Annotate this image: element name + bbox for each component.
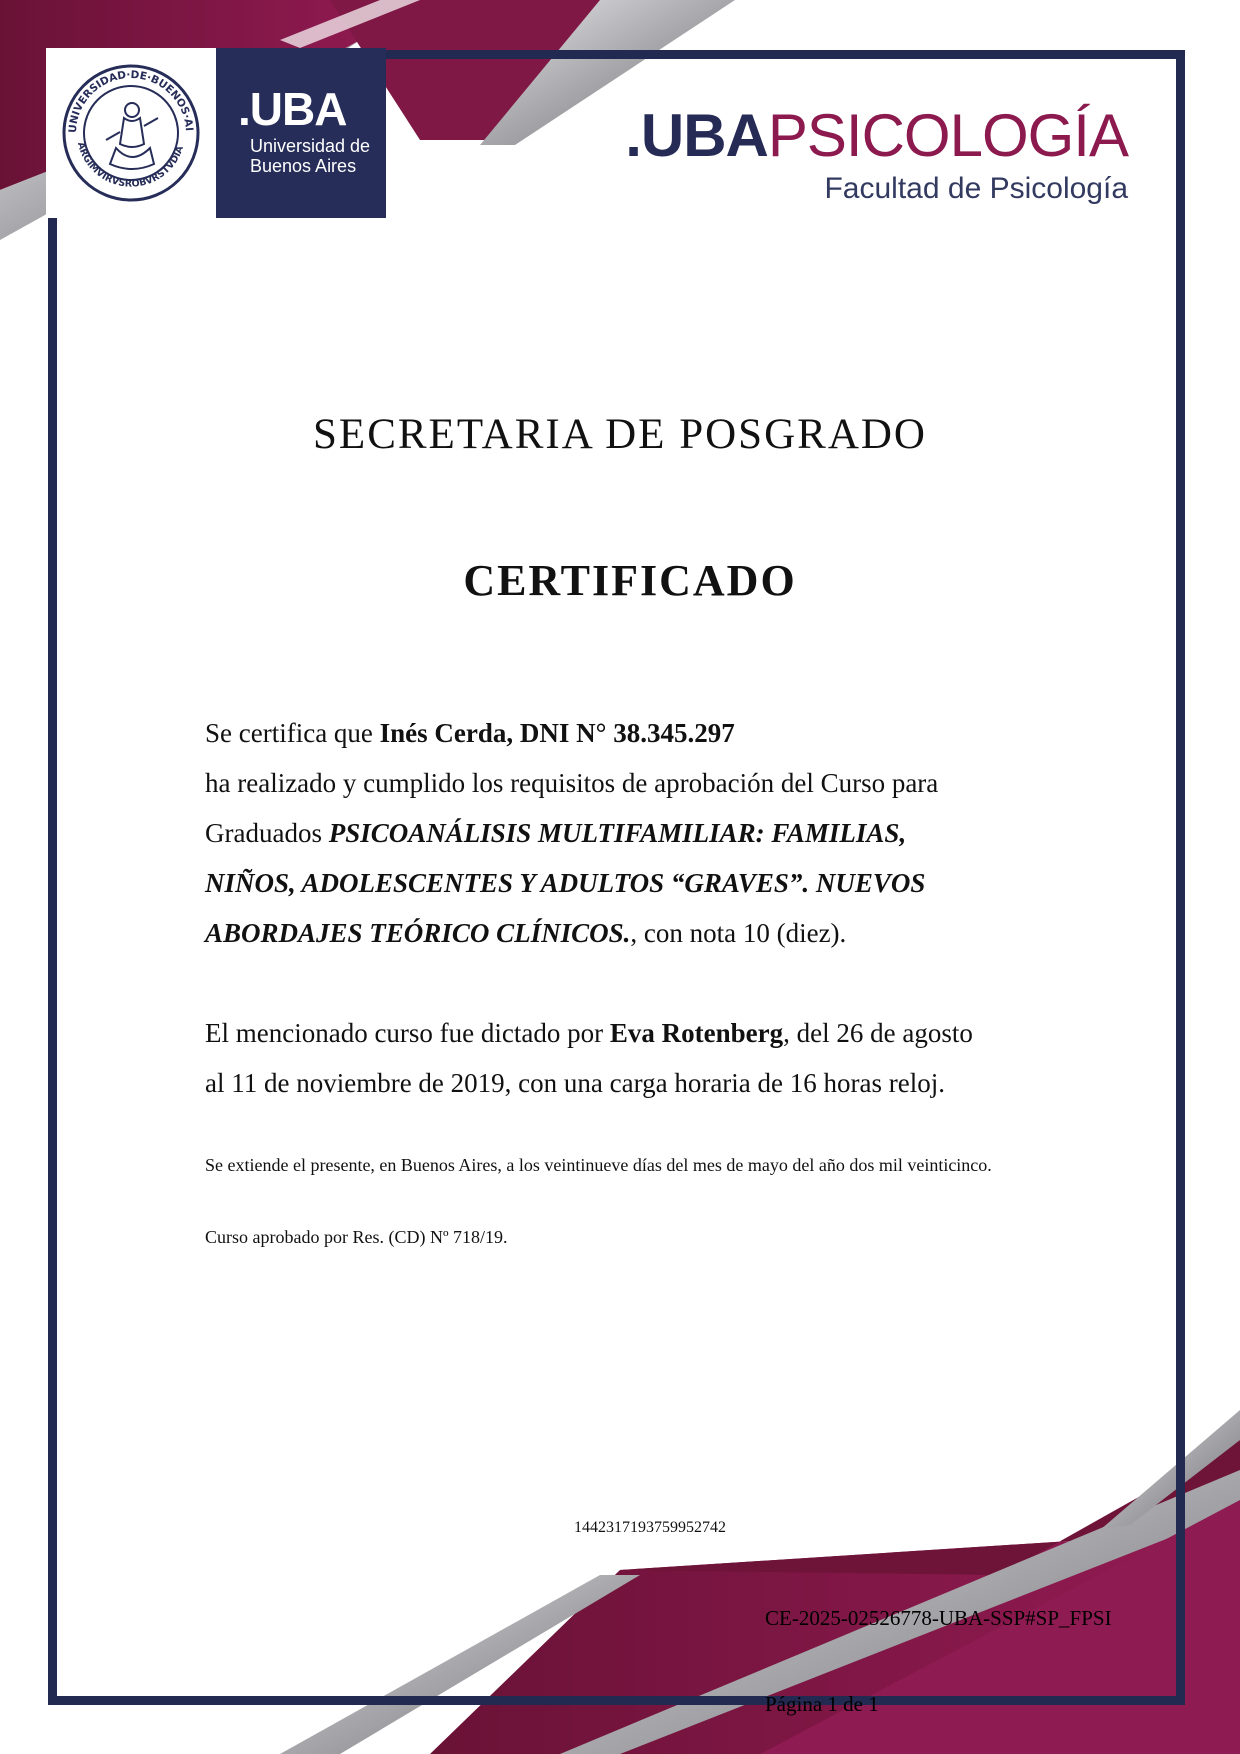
requirements-line: ha realizado y cumplido los requisitos de aprobación del Curso para (205, 768, 939, 798)
brand-uba: .UBA (625, 102, 768, 169)
dates-line-1: , del 26 de agosto (783, 1018, 973, 1048)
seal-emblem-icon (46, 48, 216, 218)
extension-note: Se extiende el presente, en Buenos Aires, a los veintinueve días del mes de mayo del año dos mil veinticinco. (205, 1155, 992, 1175)
teacher-name: Eva Rotenberg (609, 1018, 784, 1048)
certify-intro: Se certifica que (205, 718, 380, 748)
taught-by-intro: El mencionado curso fue dictado por (205, 1018, 610, 1048)
brand-faculty: Facultad de Psicología (824, 172, 1128, 205)
uba-logo-mark: .UBA (238, 83, 347, 135)
course-name-line-3: ABORDAJES TEÓRICO CLÍNICOS. (205, 918, 631, 948)
dates-line-2: al 11 de noviembre de 2019, con una carga horaria de 16 horas reloj. (205, 1068, 945, 1098)
certificate-body (205, 708, 1065, 1108)
svg-text:UNIVERSIDAD·DE·BUENOS·AIRES (46, 48, 195, 133)
office-heading: SECRETARIA DE POSGRADO (313, 411, 927, 458)
faculty-brand (625, 104, 1128, 206)
body-paragraph-2 (205, 1008, 1065, 1108)
seal-text-top: UNIVERSIDAD·DE·BUENOS·AI (66, 68, 195, 134)
university-seal (46, 48, 216, 218)
document-reference: CE-2025-02526778-UBA-SSP#SP_FPSI (765, 1606, 1112, 1630)
graduados-label: Graduados (205, 818, 329, 848)
course-name-line-2: NIÑOS, ADOLESCENTES Y ADULTOS “GRAVES”. NUEVOS (205, 868, 926, 898)
brand-psicologia: PSICOLOGÍA (767, 102, 1128, 169)
verification-code: 1442317193759952742 (574, 1519, 726, 1536)
approval-note: Curso aprobado por Res. (CD) Nº 718/19. (205, 1227, 508, 1247)
seal-text-bottom: ARGIMVIRVSROBVRSTVDIA (74, 140, 186, 190)
course-name-line-1: PSICOANÁLISIS MULTIFAMILIAR: FAMILIAS, (328, 818, 907, 848)
page-number: Página 1 de 1 (765, 1692, 879, 1716)
recipient-name: Inés Cerda, DNI N° 38.345.297 (379, 718, 735, 748)
uba-logo-name: Universidad de Buenos Aires (250, 136, 371, 176)
certificate-title: CERTIFICADO (463, 556, 797, 605)
grade-text: , con nota 10 (diez). (630, 918, 847, 948)
brand-wordmark (625, 104, 1128, 168)
svg-text:ARGIMVIRVSROBVRSTVDIA (75, 141, 186, 190)
uba-logo (216, 48, 386, 218)
body-paragraph-1 (205, 708, 1065, 958)
